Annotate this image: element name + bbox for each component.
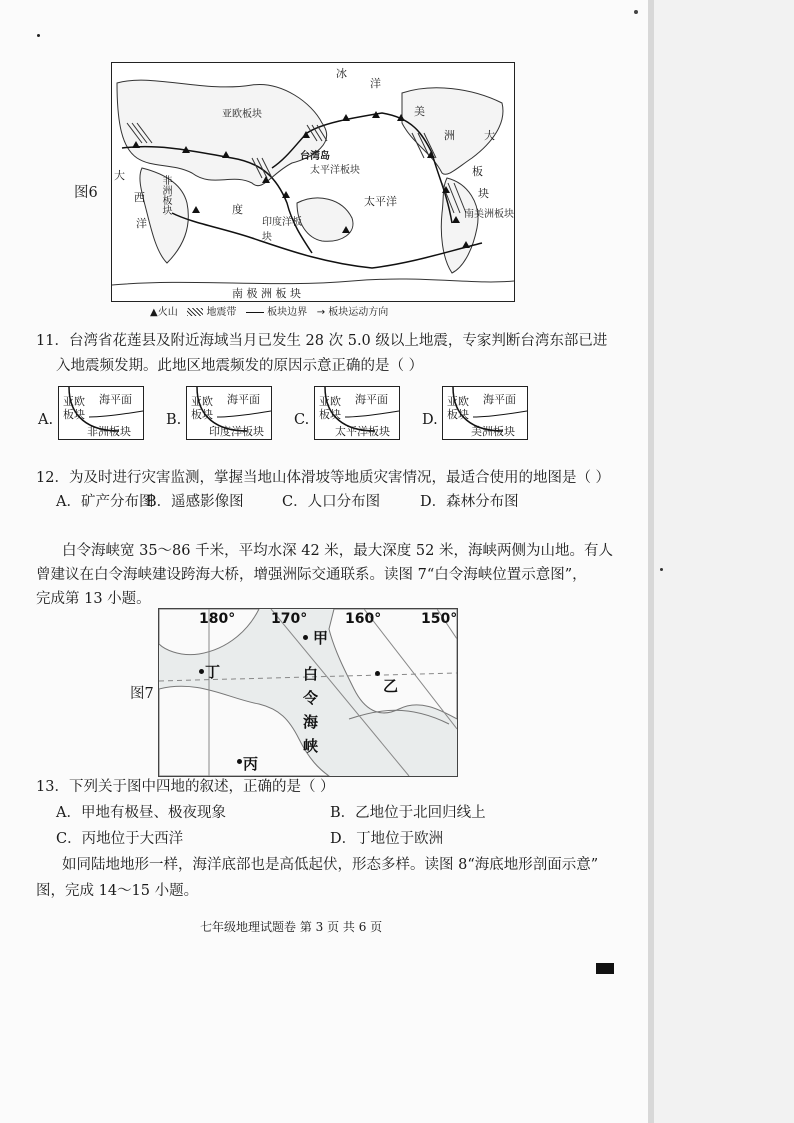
q13-option-c[interactable]: C．丙地位于大西洋 — [56, 831, 184, 847]
passage14-line1: 如同陆地地形一样，海洋底部也是高低起伏，形态多样。读图 8“海底地形剖面示意” — [62, 857, 599, 873]
map-label: 南 极 洲 板 块 — [232, 287, 301, 300]
passage13-line2: 曾建议在白令海峡建设跨海大桥，增强洲际交通联系。读图 7“白令海峡位置示意图”， — [36, 567, 587, 583]
passage13-line3: 完成第 13 小题。 — [36, 591, 151, 607]
q11-line1: 11．台湾省花莲县及附近海域当月已发生 28 次 5.0 级以上地震，专家判断台湾东部已进 — [36, 333, 608, 349]
plate-lower-label: 印度洋板块 — [209, 425, 264, 438]
plate-lower-label: 美洲板块 — [471, 425, 515, 438]
q11-option-d-diagram[interactable] — [442, 386, 528, 440]
map-label: 非洲板块 — [160, 175, 171, 215]
q11-option-a-diagram[interactable] — [58, 386, 144, 440]
legend-quake-belt: 地震带 — [206, 307, 237, 318]
fig6-legend — [150, 303, 388, 318]
plate-upper-label: 亚欧板块 — [447, 395, 469, 421]
strait-char: 白 — [303, 665, 319, 683]
q13-option-d[interactable]: D．丁地位于欧洲 — [330, 831, 444, 847]
map-label: 大 — [484, 129, 495, 142]
map-label: 台湾岛 — [300, 151, 330, 162]
scan-speck — [660, 568, 663, 571]
page-footer: 七年级地理试题卷 第 3 页 共 6 页 — [200, 920, 383, 934]
strait-char: 海 — [303, 713, 319, 731]
legend-volcano: ▲火山 — [150, 307, 178, 318]
place-marker-bing — [237, 759, 242, 764]
q11-option-b-diagram[interactable] — [186, 386, 272, 440]
q11-option-c-diagram[interactable] — [314, 386, 400, 440]
place-ding: 丁 — [205, 663, 221, 681]
scan-speck — [37, 34, 40, 37]
map-label: 冰 — [336, 67, 347, 80]
q12-option-b[interactable]: B．遥感影像图 — [146, 494, 244, 510]
passage14-line2: 图，完成 14～15 小题。 — [36, 883, 199, 899]
map-label: 洲 — [444, 129, 455, 142]
q13-option-b[interactable]: B．乙地位于北回归线上 — [330, 805, 486, 821]
fig6-plate-map — [111, 62, 515, 302]
place-yi: 乙 — [383, 677, 399, 695]
q12-option-a[interactable]: A．矿产分布图 — [56, 494, 154, 510]
sea-level-label: 海平面 — [99, 393, 132, 406]
plate-upper-label: 亚欧板块 — [191, 395, 213, 421]
sea-level-label: 海平面 — [227, 393, 260, 406]
map-label: 洋 — [136, 217, 147, 230]
sea-level-label: 海平面 — [483, 393, 516, 406]
map-label: 印度洋板块 — [262, 217, 302, 243]
page-edge — [648, 0, 654, 1123]
map-label: 亚欧板块 — [222, 109, 262, 120]
plate-upper-label: 亚欧板块 — [63, 395, 85, 421]
q13-stem: 13．下列关于图中四地的叙述，正确的是（ ） — [36, 779, 335, 795]
map-label: 西 — [134, 191, 145, 204]
place-bing: 丙 — [243, 755, 259, 773]
fig7-label: 图7 — [130, 686, 154, 702]
fig6-label: 图6 — [74, 185, 98, 201]
map-label: 块 — [478, 187, 489, 200]
legend-boundary-line — [246, 312, 264, 313]
map-label: 洋 — [370, 77, 381, 90]
longitude-label: 170° — [271, 611, 308, 627]
q12-option-d[interactable]: D．森林分布图 — [420, 494, 519, 510]
legend-quake-swatch — [187, 308, 203, 316]
map-label: 美 — [414, 105, 425, 118]
map-label: 太平洋板块 — [310, 165, 360, 176]
longitude-label: 180° — [199, 611, 236, 627]
legend-arrow-icon: → — [316, 307, 326, 318]
corner-mark — [596, 963, 614, 974]
fig7-bering-map — [158, 608, 458, 777]
q11-option-b-letter[interactable]: B. — [166, 412, 182, 428]
strait-char: 峡 — [303, 737, 319, 755]
q12-stem: 12．为及时进行灾害监测，掌握当地山体滑坡等地质灾害情况，最适合使用的地图是（ ） — [36, 470, 611, 486]
q11-option-d-letter[interactable]: D. — [422, 412, 438, 428]
place-jia: 甲 — [313, 629, 329, 647]
q13-option-a[interactable]: A．甲地有极昼、极夜现象 — [56, 805, 226, 821]
passage13-line1: 白令海峡宽 35～86 千米，平均水深 42 米，最大深度 52 米，海峡两侧为山地。有人 — [62, 543, 613, 559]
longitude-label: 150° — [421, 611, 458, 627]
map-label: 度 — [232, 203, 243, 216]
place-marker-ding — [199, 669, 204, 674]
strait-char: 令 — [303, 689, 319, 707]
plate-upper-label: 亚欧板块 — [319, 395, 341, 421]
map-label: 南美洲板块 — [464, 209, 514, 220]
map-label: 太平洋 — [364, 195, 397, 208]
legend-motion: 板块运动方向 — [328, 307, 389, 318]
map-label: 板 — [472, 165, 483, 178]
place-marker-jia — [303, 635, 308, 640]
q11-option-a-letter[interactable]: A. — [38, 412, 54, 428]
place-marker-yi — [375, 671, 380, 676]
q11-option-c-letter[interactable]: C. — [294, 412, 310, 428]
map-label: 大 — [114, 169, 125, 182]
plate-lower-label: 非洲板块 — [87, 425, 131, 438]
q12-option-c[interactable]: C．人口分布图 — [282, 494, 381, 510]
q11-line2: 入地震频发期。此地区地震频发的原因示意正确的是（ ） — [56, 358, 424, 374]
legend-boundary: 板块边界 — [267, 307, 308, 318]
scan-speck — [634, 10, 638, 14]
longitude-label: 160° — [345, 611, 382, 627]
plate-lower-label: 太平洋板块 — [335, 425, 390, 438]
sea-level-label: 海平面 — [355, 393, 388, 406]
